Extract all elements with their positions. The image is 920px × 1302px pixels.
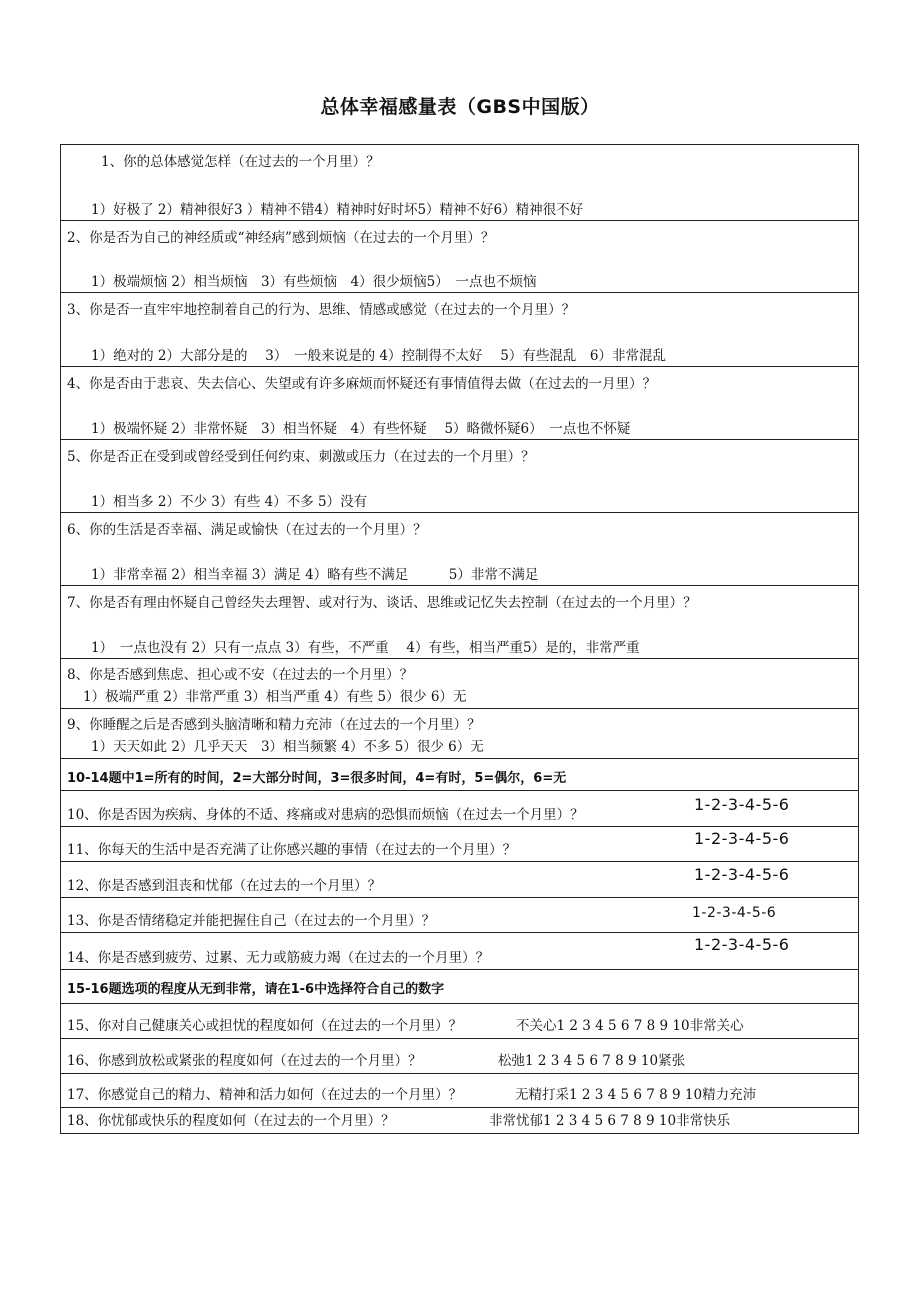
question-row-13 [61, 897, 858, 932]
question-row-2 [61, 220, 858, 292]
section-header-text: 15-16题选项的程度从无到非常，请在1-6中选择符合自己的数字 [67, 982, 445, 997]
question-row-8 [61, 658, 858, 708]
question-row-15 [61, 1003, 858, 1038]
question-text: 5、你是否正在受到或曾经受到任何约束、刺激或压力（在过去的一个月里）？ [67, 449, 535, 465]
question-options: 1）天天如此 2）几乎天天 3）相当频繁 4）不多 5）很少 6）无 [91, 739, 484, 755]
answer-scale: 1-2-3-4-5-6 [694, 795, 790, 814]
question-text: 3、你是否一直牢牢地控制着自己的行为、思维、情感或感觉（在过去的一个月里）？ [67, 302, 576, 318]
question-options: 1）极端烦恼 2）相当烦恼 3）有些烦恼 4）很少烦恼5） 一点也不烦恼 [91, 274, 537, 290]
question-text: 6、你的生活是否幸福、满足或愉快（在过去的一个月里）？ [67, 522, 427, 538]
page-title: 总体幸福感量表（GBS中国版） [320, 96, 600, 118]
section-header-15-18 [61, 969, 858, 1003]
section-header-text: 10-14题中1=所有的时间，2=大部分时间，3=很多时间，4=有时，5=偶尔，6=无 [67, 771, 567, 786]
question-options: 1）好极了 2）精神很好3 ）精神不错4）精神时好时坏5）精神不好6）精神很不好 [91, 202, 584, 218]
rating-range: 非常忧郁1 2 3 4 5 6 7 8 9 10非常快乐 [489, 1113, 731, 1129]
question-row-17 [61, 1073, 858, 1107]
question-row-16 [61, 1038, 858, 1073]
question-text: 18、你忧郁或快乐的程度如何（在过去的一个月里）？ [67, 1113, 395, 1129]
question-text: 1、你的总体感觉怎样（在过去的一个月里）？ [101, 154, 380, 170]
question-text: 11、你每天的生活中是否充满了让你感兴趣的事情（在过去的一个月里）？ [67, 842, 517, 858]
question-row-6 [61, 512, 858, 585]
question-options: 1）非常幸福 2）相当幸福 3）满足 4）略有些不满足 5）非常不满足 [91, 567, 539, 583]
question-options: 1） 一点也没有 2）只有一点点 3）有些，不严重 4）有些，相当严重5）是的，非常严重 [91, 640, 640, 656]
answer-scale: 1-2-3-4-5-6 [694, 829, 790, 848]
question-options: 1）极端怀疑 2）非常怀疑 3）相当怀疑 4）有些怀疑 5）略微怀疑6） 一点也不怀疑 [91, 421, 631, 437]
question-row-3 [61, 292, 858, 366]
question-text: 9、你睡醒之后是否感到头脑清晰和精力充沛（在过去的一个月里）？ [67, 717, 481, 733]
answer-scale: 1-2-3-4-5-6 [694, 935, 790, 954]
question-text: 10、你是否因为疾病、身体的不适、疼痛或对患病的恐惧而烦恼（在过去一个月里）？ [67, 807, 584, 823]
question-options: 1）极端严重 2）非常严重 3）相当严重 4）有些 5）很少 6）无 [83, 689, 467, 705]
question-row-12 [61, 861, 858, 897]
question-text: 16、你感到放松或紧张的程度如何（在过去的一个月里）？ [67, 1053, 422, 1069]
question-text: 14、你是否感到疲劳、过累、无力或筋疲力竭（在过去的一个月里）？ [67, 950, 490, 966]
question-row-10 [61, 790, 858, 826]
question-row-7 [61, 585, 858, 658]
question-text: 15、你对自己健康关心或担忧的程度如何（在过去的一个月里）？ [67, 1018, 463, 1034]
section-header-10-14 [61, 758, 858, 790]
question-row-1 [61, 145, 858, 220]
question-text: 12、你是否感到沮丧和忧郁（在过去的一个月里）？ [67, 878, 382, 894]
question-options: 1）绝对的 2）大部分是的 3） 一般来说是的 4）控制得不太好 5）有些混乱 6）非常混乱 [91, 348, 666, 364]
question-text: 13、你是否情绪稳定并能把握住自己（在过去的一个月里）？ [67, 913, 436, 929]
question-text: 7、你是否有理由怀疑自己曾经失去理智、或对行为、谈话、思维或记忆失去控制（在过去的一个月里）？ [67, 595, 697, 611]
question-row-18 [61, 1107, 858, 1133]
rating-range: 不关心1 2 3 4 5 6 7 8 9 10非常关心 [516, 1018, 744, 1034]
question-row-11 [61, 826, 858, 861]
rating-range: 松弛1 2 3 4 5 6 7 8 9 10紧张 [498, 1053, 686, 1069]
answer-scale: 1-2-3-4-5-6 [692, 905, 777, 921]
question-row-4 [61, 366, 858, 439]
question-text: 2、你是否为自己的神经质或“神经病”感到烦恼（在过去的一个月里）？ [67, 230, 495, 246]
question-text: 4、你是否由于悲哀、失去信心、失望或有许多麻烦而怀疑还有事情值得去做（在过去的一月里）？ [67, 376, 657, 392]
question-text: 17、你感觉自己的精力、精神和活力如何（在过去的一个月里）？ [67, 1087, 463, 1103]
answer-scale: 1-2-3-4-5-6 [694, 865, 790, 884]
rating-range: 无精打采1 2 3 4 5 6 7 8 9 10精力充沛 [515, 1087, 757, 1103]
questionnaire-table [60, 144, 859, 1134]
question-row-14 [61, 932, 858, 969]
question-row-5 [61, 439, 858, 512]
question-options: 1）相当多 2）不少 3）有些 4）不多 5）没有 [91, 494, 368, 510]
question-row-9 [61, 708, 858, 758]
question-text: 8、你是否感到焦虑、担心或不安（在过去的一个月里）？ [67, 667, 414, 683]
